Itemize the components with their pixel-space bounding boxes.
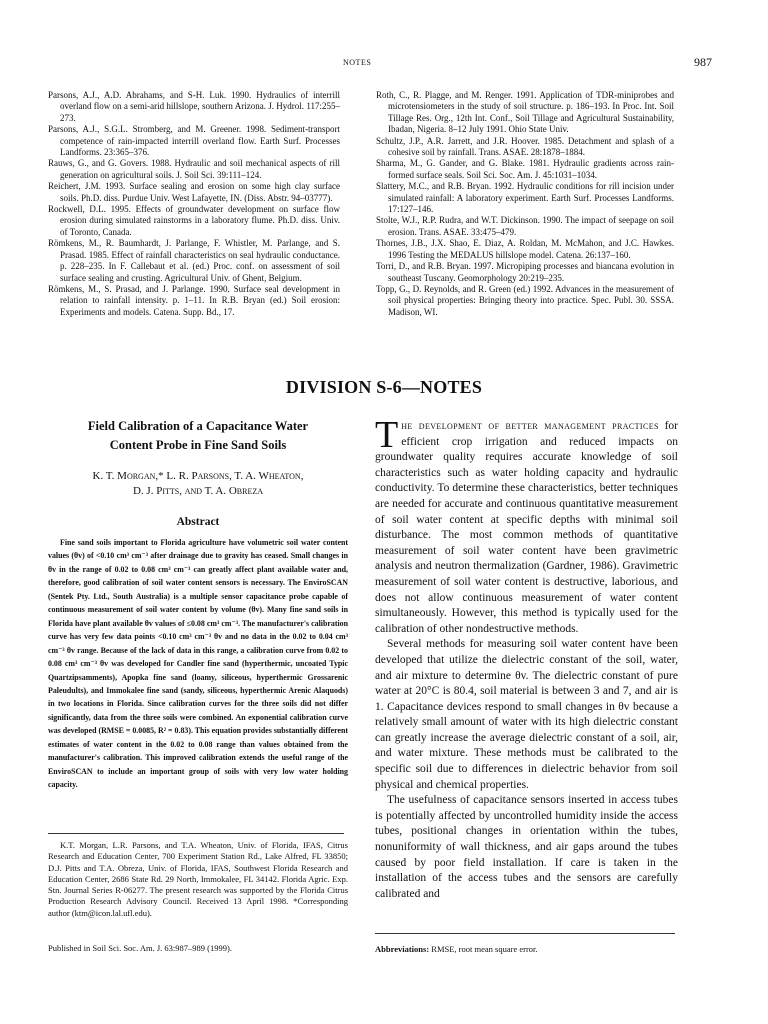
reference-item: Rauws, G., and G. Govers. 1988. Hydraulic and soil mechanical aspects of rill generation on agricultural soils. J. Soil Sci. 39:111–124. bbox=[48, 158, 340, 180]
reference-item: Thornes, J.B., J.X. Shao, E. Diaz, A. Roldan, M. McMahon, and J.C. Hawkes. 1996 Testing the MEDALUS hillslope model. Catena. 26:137–160. bbox=[376, 238, 674, 260]
reference-item: Rockwell, D.L. 1995. Effects of groundwater development on surface flow erosion during simulated rainstorms in a laboratory flume. Ph.D. diss. Univ. of Toronto, Canada. bbox=[48, 204, 340, 237]
running-title: NOTES bbox=[343, 58, 372, 67]
abbreviations-text: RMSE, root mean square error. bbox=[429, 944, 538, 954]
references-left-column bbox=[48, 90, 340, 318]
body-paragraph: Several methods for measuring soil water content have been developed that utilize the dielectric constant of the soil, water, and air mixture to determine θv. The dielectric constant of pure water at 20°C is 80.4, soil material is between 3 and 7, and air is 1. Capacitance devices respond to small changes in θv because a relatively small amount of water with its high dielectric constant can greatly increase the average dielectric constant of a soil, air, and water mixture. These methods must be calibrated to the specific soil due to differences in dielectric behavior from soil physical and chemical properties. bbox=[375, 638, 678, 791]
reference-item: Parsons, A.J., S.G.L. Stromberg, and M. Greener. 1998. Sediment-transport competence of rain-impacted interrill overland flow. Earth Surf. Processes Landforms. 23:365–376. bbox=[48, 124, 340, 158]
page-number: 987 bbox=[694, 55, 712, 69]
footnote-divider bbox=[48, 833, 344, 834]
paragraph-text: for efficient crop irrigation and reduced impacts on groundwater quality requires accurate knowledge of soil characteristics such as water holding capacity and hydraulic conductivity. To determine these characteristics, better techniques are needed for accurate and continuous quantitative measurement of soil water content at specific depths with minimal soil disturbance. The most common methods of quantitative measurement of soil water content have been gravimetric analysis and neutron thermalization (Gardner, 1986). Gravimetric measurement of soil water content is destructive, laborious, and does not allow continuous measurement of water content simultaneously. However, this method is typically used for the calibration of other nondestructive methods. bbox=[375, 420, 678, 635]
reference-item: Reichert, J.M. 1993. Surface sealing and erosion on some high clay surface soils. Ph.D. diss. Purdue Univ. West Lafayette, IN. (Diss. Abstr. 94–03777). bbox=[48, 181, 340, 203]
article-front-matter bbox=[48, 417, 348, 792]
author-list bbox=[48, 469, 348, 499]
reference-item: Römkens, M., R. Baumhardt, J. Parlange, F. Whistler, M. Parlange, and S. Prasad. 1985. Effect of rainfall characteristics on seal hydraulic conductance. p. 228–235. In F. Callebaut et al. (ed.) Proc. conf. on assessment of soil surface sealing and crusting. Agricultural Univ. of Ghent, Belgium. bbox=[48, 238, 340, 283]
abbreviations-note bbox=[375, 944, 675, 954]
reference-item: Slattery, M.C., and R.B. Bryan. 1992. Hydraulic conditions for rill incision under simulated rainfall: A laboratory experiment. Earth Surf. Processes Landforms. 17:127–146. bbox=[376, 181, 674, 215]
abbreviations-divider bbox=[375, 933, 675, 934]
abbreviations-label: Abbreviations: bbox=[375, 944, 430, 954]
reference-item: Topp, G., D. Reynolds, and R. Green (ed.) 1992. Advances in the measurement of soil physical properties: Bringing theory into practice. Spec. Publ. 30. SSSA. Madison, WI. bbox=[376, 283, 674, 317]
reference-item: Schultz, J.P., A.R. Jarrett, and J.R. Hoover. 1985. Detachment and splash of a cohesive soil by rainfall. Trans. ASAE. 28:1878–1884. bbox=[376, 135, 674, 158]
lead-in-small-caps: he development of better management practices bbox=[401, 420, 659, 432]
reference-item: Stolte, W.J., R.P. Rudra, and W.T. Dickinson. 1990. The impact of seepage on soil erosion. Trans. ASAE. 33:475–479. bbox=[376, 215, 674, 237]
article-title: Field Calibration of a Capacitance Water Content Probe in Fine Sand Soils bbox=[87, 419, 309, 452]
reference-item: Parsons, A.J., A.D. Abrahams, and S-H. Luk. 1990. Hydraulics of interrill overland flow on a semi-arid hillslope, southern Arizona. J. Hydrol. 117:255–273. bbox=[48, 90, 340, 123]
publication-note: Published in Soil Sci. Soc. Am. J. 63:987–989 (1999). bbox=[48, 943, 232, 953]
references-right-column bbox=[376, 90, 674, 318]
reference-item: Sharma, M., G. Gander, and G. Blake. 1981. Hydraulic gradients across rain-formed surface seals. Soil Sci. Soc. Am. J. 45:1031–1034. bbox=[376, 158, 674, 180]
reference-item: Torri, D., and R.B. Bryan. 1997. Micropiping processes and biancana evolution in southeast Tuscany. Geomorphology 20:219–235. bbox=[376, 261, 674, 283]
abstract-heading: Abstract bbox=[176, 516, 220, 528]
authors-line: D. J. Pitts, and T. A. Obreza bbox=[132, 485, 264, 497]
reference-item: Römkens, M., S. Prasad, and J. Parlange. 1990. Surface seal development in relation to rainfall intensity. p. 1–11. In R.B. Bryan (ed.) Soil erosion: Experiments and models. Catena. Supp. Bd., 17. bbox=[48, 283, 340, 317]
body-paragraph bbox=[375, 414, 678, 637]
abstract-text: Fine sand soils important to Florida agriculture have volumetric soil water content values (θv) of <0.10 cm³ cm⁻³ after drainage due to gravity has ceased. Small changes in θv in the range of 0.02 to 0.08 cm³ cm⁻³ can greatly affect plant available water and, therefore, good calibration of soil water content sensors is necessary. The EnviroSCAN (Sentek Pty. Ltd., South Australia) is a multiple sensor capacitance probe capable of continuous measurement of soil water content by volume (θv). Many fine sand soils in Florida have plant available θv values of ≤0.08 cm³ cm⁻³. The manufacturer's calibration curve has very few data points <0.10 cm³ cm⁻³ θv and no data in the 0.02 to 0.04 cm³ cm⁻³ θv range. Because of the lack of data in this range, a calibration curve from 0.02 to 0.08 cm³ cm⁻³ θv was developed for Candler fine sand (hyperthermic, uncoated Typic Quartzipsamments), Apopka fine sand (loamy, siliceous, hyperthermic Grossarenic Paleudults), and Immokalee fine sand (sandy, siliceous, hyperthermic Arenic Alaquods) in two locations in Florida. Since calibration curves for the three soils did not differ significantly, data from the three soils were combined. An exponential calibration curve was developed (RMSE = 0.0085, R² = 0.83). This equation provides substantially different estimates of water content in the 0.02 to 0.08 range than values obtained from the manufacturer's calibration. This improved calibration extends the useful range of the EnviroSCAN to include an important group of soils with very low water holding capacity. bbox=[48, 538, 348, 790]
drop-cap: T bbox=[375, 414, 399, 456]
authors-line: K. T. Morgan,* L. R. Parsons, T. A. Wheaton, bbox=[92, 470, 304, 482]
author-affiliation-footnote: K.T. Morgan, L.R. Parsons, and T.A. Wheaton, Univ. of Florida, IFAS, Citrus Research and Education Center, 700 Experiment Station Rd., Lake Alfred, FL 33850; D.J. Pitts and T.A. Obreza, Univ. of Florida, IFAS, Southwest Florida Research and Education Center, 2686 State Rd. 29 North, Immokalee, FL 34142. Florida Agric. Exp. Stn. Journal Series R-06277. The present research was supported by the Florida Citrus Production Research Advisory Council. Received 13 April 1998. *Corresponding author (ktm@icon.lal.ufl.edu). bbox=[48, 840, 348, 918]
reference-item: Roth, C., R. Plagge, and M. Renger. 1991. Application of TDR-miniprobes and microtensiometers in the study of soil structure. p. 186–193. In Proc. Int. Soil Tillage Res. Org., 12th Int. Conf., Soil Tillage and Agricultural Sustainability, Ibadan, Nigeria. 8–12 July 1991. Ohio State Univ. bbox=[376, 90, 674, 135]
division-title: DIVISION S-6—NOTES bbox=[285, 377, 483, 397]
body-paragraph: The usefulness of capacitance sensors inserted in access tubes is potentially affected by uncontrolled humidity inside the access tubes, positional changes in orientation within the tubes, nonuniformity of wall thickness, and air gaps around the tubes caused by poor field installation. If care is taken in the installation of the access tubes and the sensors are carefully calibrated and bbox=[375, 794, 678, 900]
article-body bbox=[375, 414, 678, 902]
